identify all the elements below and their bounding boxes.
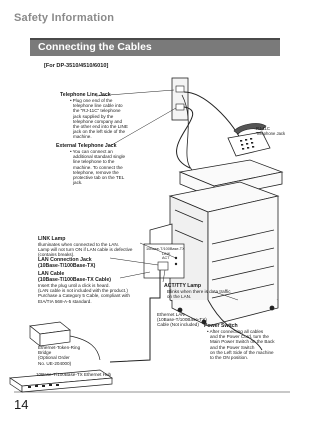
external-telephone-jack-text: • You can connect an additional standard single line telephone to the machine. To connect the telephone, remove the protective tab on the TEL jack. — [70, 149, 166, 185]
link-lamp-text: Illuminates when connected to the LAN. Lamp will not turn ON if LAN cable is defective (contains breaks). — [38, 242, 133, 258]
lan-connection-jack-callout — [38, 257, 144, 269]
link-lamp-heading: LINK Lamp — [38, 236, 66, 242]
lan-cable-heading: LAN Cable — [38, 271, 65, 277]
act-lamp-callout — [164, 283, 244, 299]
section-title: Safety Information — [14, 12, 115, 24]
telephone-line-jack-heading: Telephone Line Jack — [60, 92, 111, 98]
external-telephone-jack-callout — [56, 143, 166, 185]
page-title: Connecting the Cables — [38, 41, 152, 53]
external-telephone-jack-heading: External Telephone Jack — [56, 143, 117, 149]
lan-cable-spec: (10Base-T/100Base-TX Cable) — [38, 277, 111, 283]
bridge-device — [30, 322, 70, 346]
ethernet-lan-cable-label: Ethernet LAN (10Base-T/100Base-TX) Cable (Not included) — [157, 312, 207, 328]
power-switch-heading: Power Switch — [204, 323, 238, 329]
lan-cable-text: Insert the plug until a click is heard. (LAN cable is not included with the product.) Purchase a Category 5 Cable, compliant with EIA/TIA 568-A-5 standard. — [38, 283, 130, 304]
model-applicability: [For DP-3510/4510/6010] — [44, 63, 109, 69]
act-lamp-heading: ACT/TTY Lamp — [164, 283, 202, 289]
act-lamp-icon — [175, 263, 177, 265]
rj11c-label: RJ-11C Telephone Jack — [256, 126, 286, 137]
power-switch-callout — [204, 323, 294, 360]
lan-connection-jack-heading: LAN Connection Jack — [38, 257, 92, 263]
port-panel-label: 10Base-T/100Base-TX LINK ACT — [146, 247, 185, 261]
telephone-line-jack-text: • Plug one end of the telephone line cable into the "RJ-11C" telephone jack supplied by the telephone company and the other end into the LINE jack on the left side of the machine. — [70, 98, 178, 140]
copier-machine — [150, 160, 282, 326]
bridge-label: Ethernet-Token-Ring Bridge (Optional Order No. UE-204000) — [38, 345, 81, 366]
lan-cable-callout — [38, 271, 148, 304]
link-lamp-callout — [38, 236, 144, 258]
lan-connection-jack-spec: (10Base-T/100Base-TX) — [38, 263, 96, 269]
power-switch-text: • After connecting all cables and the Power Cord, turn the Main Power Switch on the Back and the Power Switch on the Left Side of the machine to the ON position. — [207, 329, 294, 360]
act-lamp-text: Blinks when there is data traffic on the LAN. — [167, 289, 231, 300]
telephone-line-jack-callout — [60, 92, 178, 140]
lan-port-icon — [158, 262, 168, 270]
hub-label: 10Base-T/100Base-TX Ethernet Hub — [36, 372, 112, 377]
page-number: 14 — [14, 397, 29, 412]
